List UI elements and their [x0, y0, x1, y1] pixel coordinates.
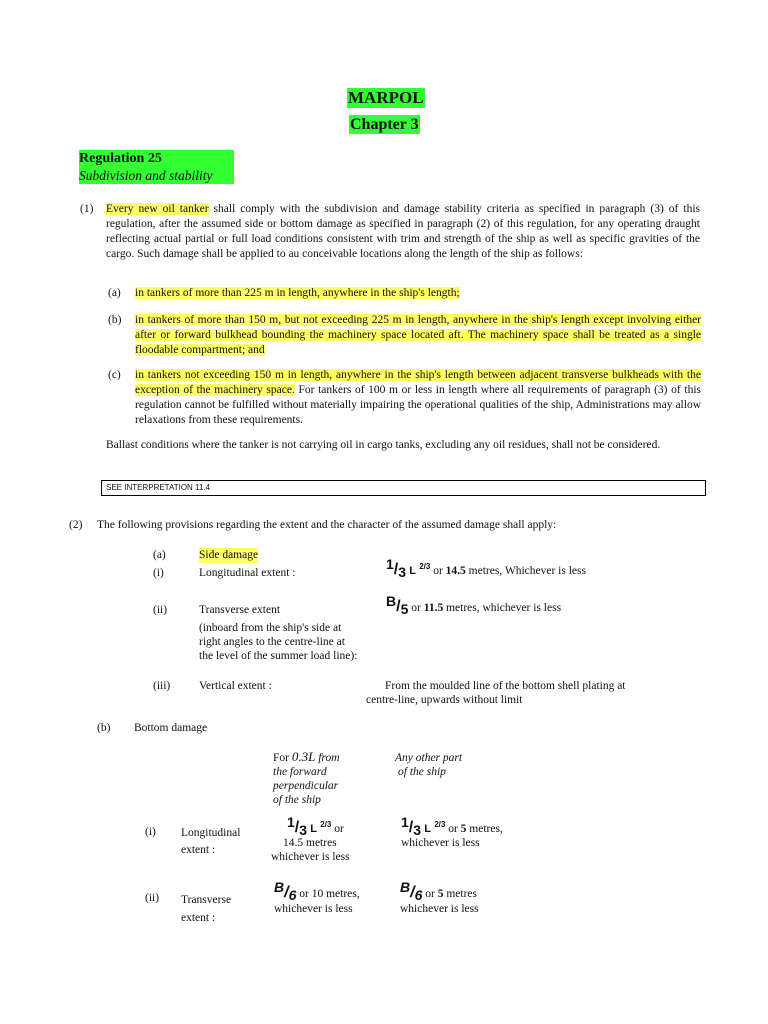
item-a-label: (a): [108, 287, 121, 299]
fraction-one-third-L: 1/3 L $^{2/3}$: [401, 814, 446, 838]
document-title: MARPOL: [348, 88, 424, 107]
bottom-row-ii-col2: B/6 or 5 metres whichever is less: [400, 879, 479, 915]
bottom-row-i-label: (i): [145, 826, 156, 838]
fraction-B-sixth: B/6: [400, 879, 423, 903]
para1-text: shall comply with the subdivision and damage stability criteria as specified in paragraph (3) of this regulation, after the assumed side or bottom damage as specified in paragraph (2) of this regulation, for any operating draught reflecting actual partial or full load conditions consistent with trim and strength of the ship as well as specific gravities of the cargo. Such damage shall be applied to au conceivable locations along the length of the ship as follows:: [106, 203, 701, 260]
side-row-i-name: Longitudinal extent :: [199, 567, 296, 579]
ballast-note: Ballast conditions where the tanker is not carrying oil in cargo tanks, excluding any oil residues, shall not be considered.: [106, 439, 661, 451]
para2-intro: The following provisions regarding the extent and the character of the assumed damage shall apply:: [97, 519, 557, 531]
item-a-highlight: in tankers of more than 225 m in length, anywhere in the ship's length;: [135, 287, 460, 299]
side-row-iii-name: Vertical extent :: [199, 680, 272, 692]
item-c-label: (c): [108, 369, 121, 381]
side-row-iii-desc2: centre-line, upwards without limit: [366, 694, 523, 706]
item-c-rest: For tankers of 100 m or less in length where all requirements of paragraph (3) of this regulation cannot be fulfilled without materially impairing the operational qualities of the ship, Administrations may allow relaxations from these requirements.: [135, 384, 701, 426]
side-row-ii-value: B/5 or 11.5 metres, whichever is less: [386, 593, 562, 617]
item-c-text: [135, 368, 701, 428]
bottom-row-ii-label: (ii): [145, 892, 160, 904]
bottom-damage-label: (b): [97, 722, 111, 734]
side-row-ii-label: (ii): [153, 604, 168, 616]
bottom-row-ii-name: Transverse extent :: [181, 894, 232, 924]
side-row-ii-note: (inboard from the ship's side at right angles to the centre-line at the level of the summer load line):: [199, 622, 358, 662]
fraction-B-fifth: B/5: [386, 593, 409, 617]
item-b-text: [135, 313, 701, 358]
fraction-one-third-L: 1/3 L $^{2/3}$: [386, 556, 431, 580]
bottom-row-i-name: Longitudinal extent :: [181, 827, 241, 856]
item-c-highlight: in tankers not exceeding 150 m in length, anywhere in the ship's length between adjacent transverse bulkheads with the exception of the machinery space.: [135, 369, 701, 396]
item-b-highlight: in tankers of more than 150 m, but not exceeding 225 m in length, anywhere in the ship's length except involving either after or forward bulkhead bounding the machinery space located aft. The machinery space shall be treated as a single floodable compartment; and: [135, 314, 701, 356]
side-row-i-label: (i): [153, 567, 164, 579]
para1-number: (1): [80, 203, 94, 215]
bottom-damage-title: Bottom damage: [134, 722, 208, 734]
bottom-row-ii-col1: B/6 or 10 metres, whichever is less: [274, 879, 360, 915]
regulation-heading: [79, 150, 234, 184]
para1-highlight: Every new oil tanker: [106, 203, 209, 215]
side-row-iii-desc1: From the moulded line of the bottom shell plating at: [385, 680, 626, 692]
side-damage-label: (a): [153, 549, 166, 561]
side-damage-title: Side damage: [199, 549, 259, 561]
item-b-label: (b): [108, 314, 122, 326]
regulation-subtitle: Subdivision and stability: [79, 168, 213, 183]
bottom-row-i-col1: 1/3 L $^{2/3}$ or 14.5 metres whichever is less: [271, 814, 350, 863]
chapter-heading: Chapter 3: [350, 116, 419, 133]
fraction-one-third-L: 1/3 L $^{2/3}$: [287, 814, 332, 838]
para2-number: (2): [69, 519, 83, 531]
para1-body: [106, 202, 700, 262]
side-row-ii-name: Transverse extent: [199, 604, 281, 616]
side-row-iii-label: (iii): [153, 680, 171, 692]
bottom-row-i-col2: 1/3 L $^{2/3}$ or 5 metres, whichever is less: [401, 814, 503, 849]
interpretation-box: SEE INTERPRETATION 11.4: [101, 480, 706, 496]
bottom-col1-head: For 0.3L from the forward perpendicular of the ship: [273, 749, 340, 806]
side-row-i-value: 1/3 L $^{2/3}$ or 14.5 metres, Whichever is less: [386, 556, 586, 580]
fraction-B-sixth: B/6: [274, 879, 297, 903]
item-a-text: [135, 286, 701, 301]
bottom-col2-head: Any other part of the ship: [395, 752, 463, 778]
regulation-number: Regulation 25: [79, 151, 162, 166]
